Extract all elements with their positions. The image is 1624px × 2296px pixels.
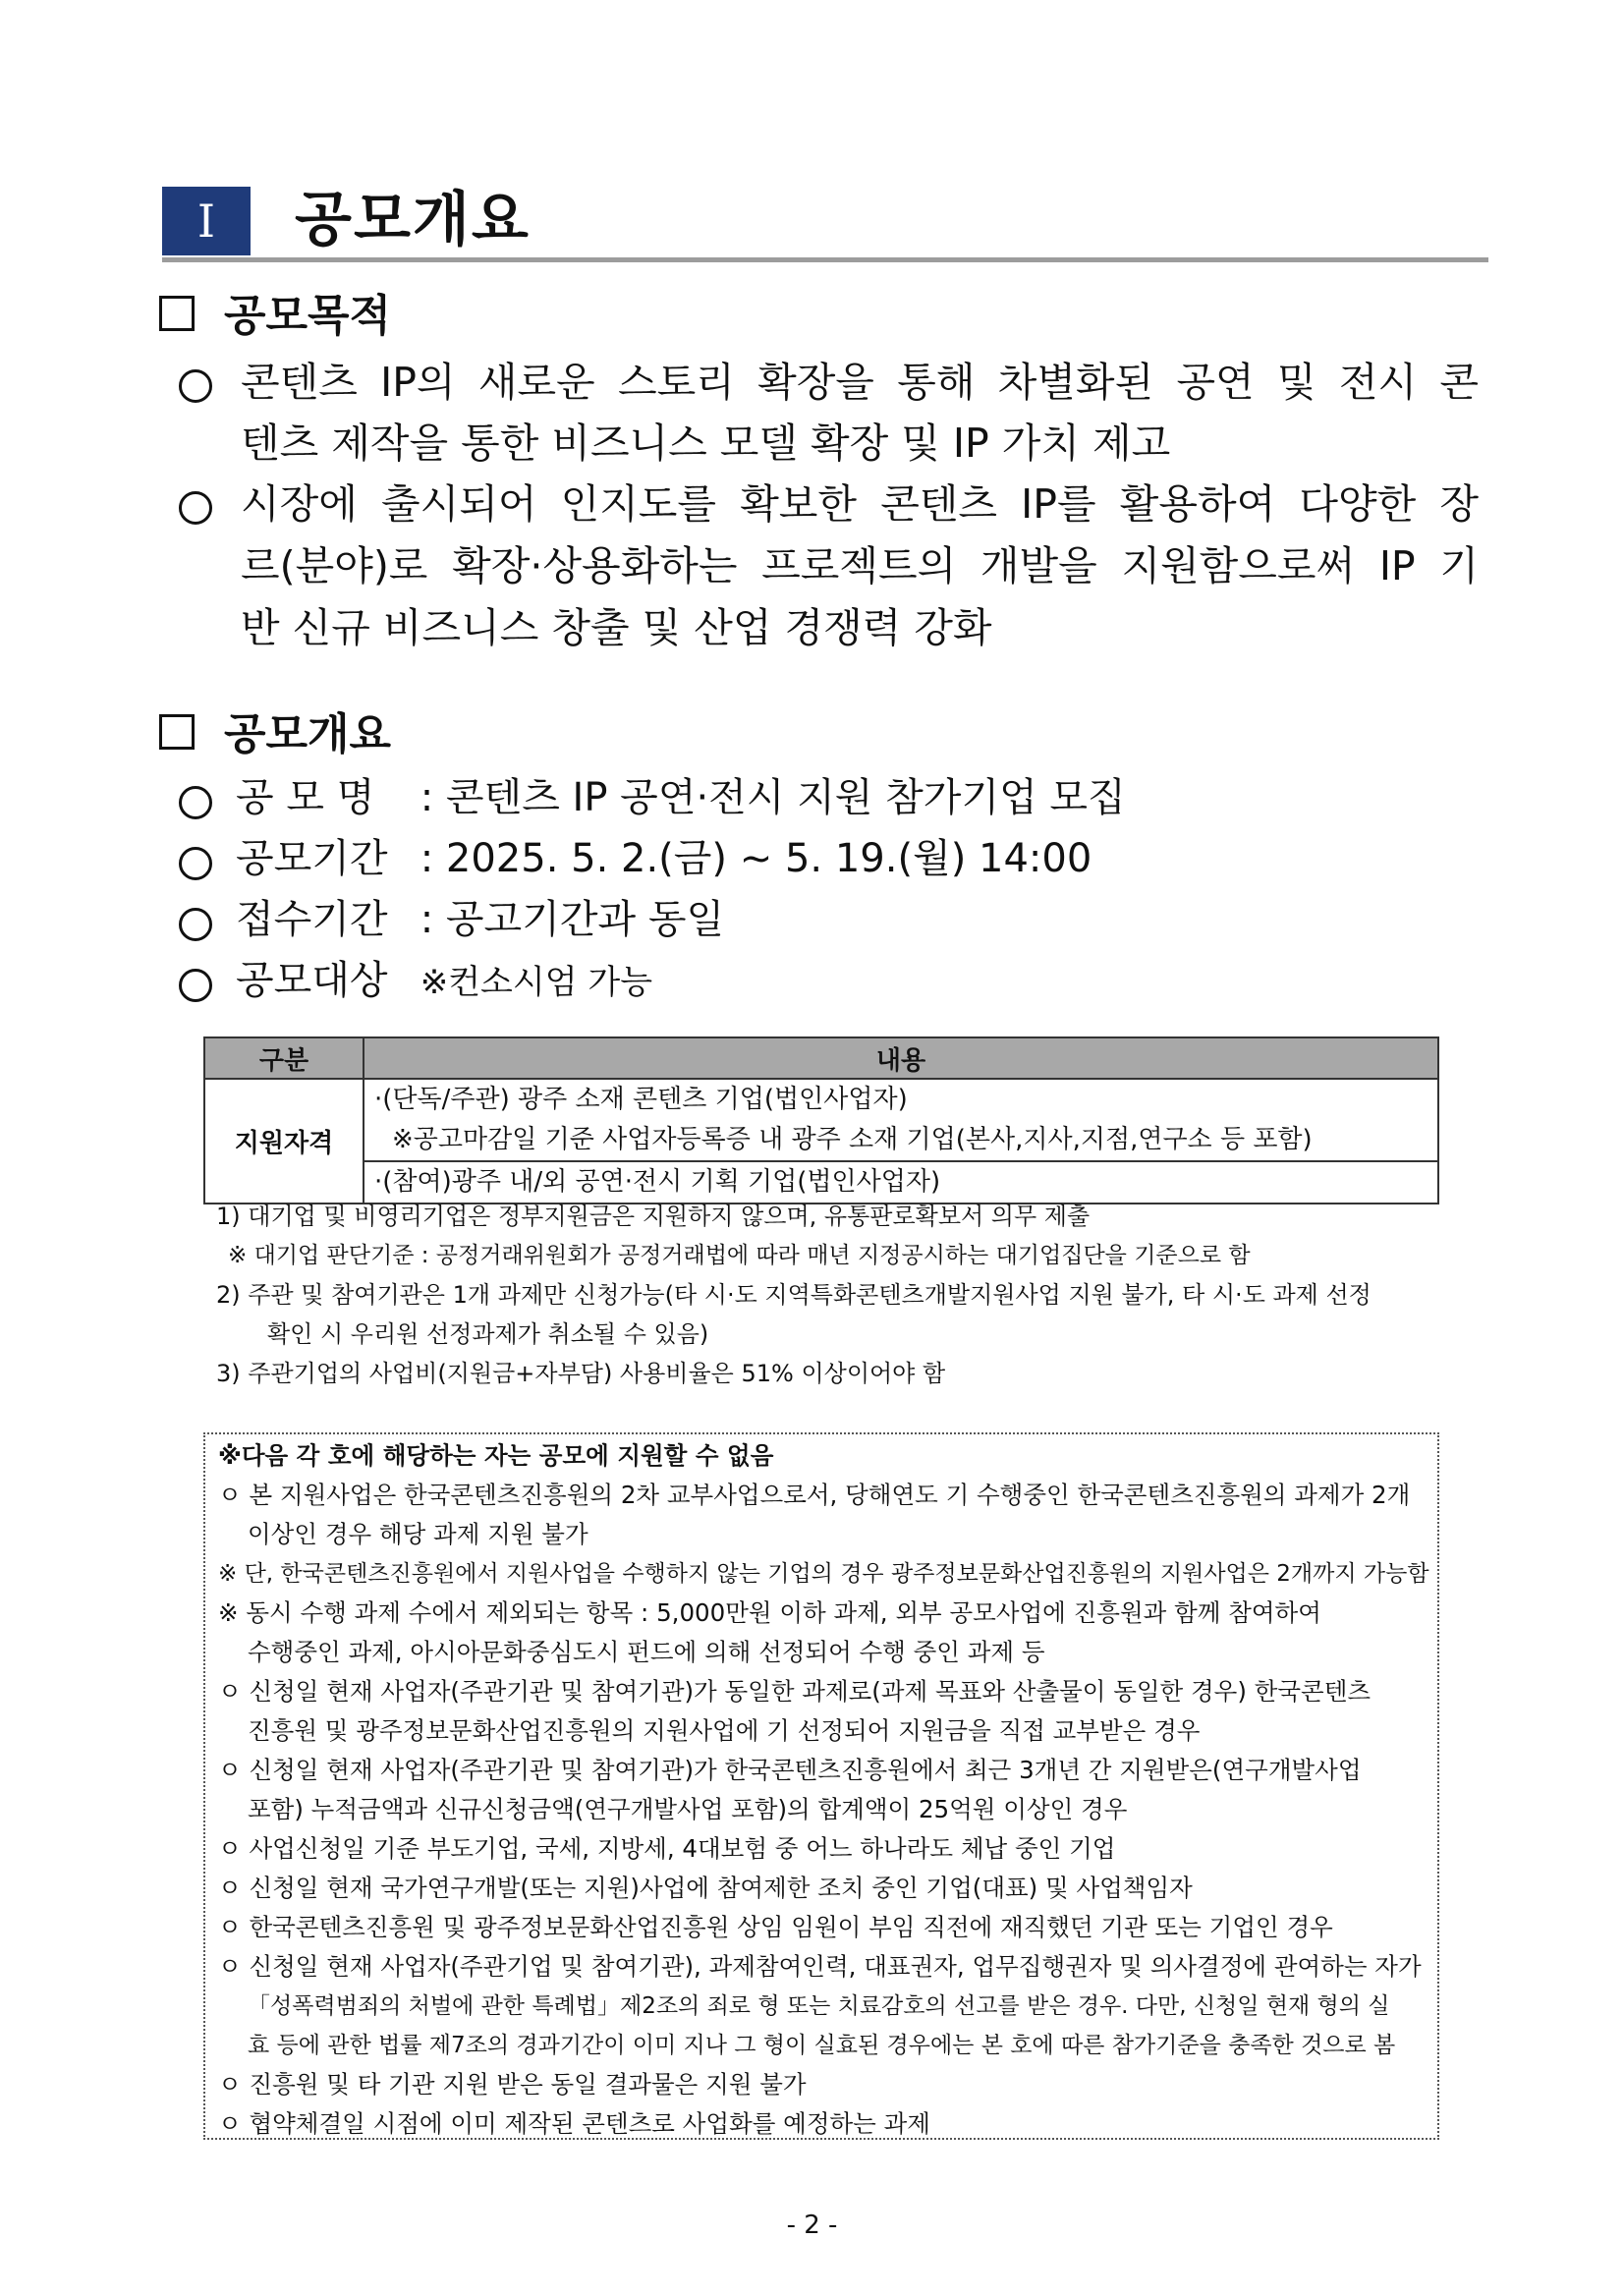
overview-item-period <box>236 831 1092 886</box>
chapter-number: Ⅰ <box>162 187 251 255</box>
square-bullet-icon <box>159 296 195 331</box>
table-header-category: 구분 <box>204 1037 364 1079</box>
overview-item-receipt <box>236 892 724 947</box>
note-line: 1) 대기업 및 비영리기업은 정부지원금은 지원하지 않으며, 유통판로확보서 의무 제출 <box>216 1203 1091 1230</box>
overview-item-name <box>236 770 1126 825</box>
item-note: ※컨소시엄 가능 <box>420 963 653 1002</box>
exclusion-line: 수행중인 과제, 아시아문화중심도시 펀드에 의해 선정되어 수행 중인 과제 등 <box>248 1638 1045 1666</box>
exclusion-line: ㅇ 본 지원사업은 한국콘텐츠진흥원의 2차 교부사업으로서, 당해연도 기 수행중인 한국콘텐츠진흥원의 과제가 2개 <box>218 1481 1411 1509</box>
table-header-content: 내용 <box>364 1037 1438 1079</box>
table-cell: ·(참여)광주 내/외 공연·전시 기획 기업(법인사업자) <box>364 1161 1438 1204</box>
section-title: 공모개요 <box>224 709 392 759</box>
exclusion-line: 이상인 경우 해당 과제 지원 불가 <box>248 1520 588 1548</box>
exclusion-line: ㅇ 신청일 현재 사업자(주관기관 및 참여기관)가 한국콘텐츠진흥원에서 최근 3개년 간 지원받은(연구개발사업 <box>218 1756 1362 1784</box>
text-line: 텐츠 제작을 통한 비즈니스 모델 확장 및 IP 가치 제고 <box>241 420 1171 467</box>
eligibility-table <box>203 1036 1439 1204</box>
circle-bullet-icon <box>179 969 212 1002</box>
note-line: ※ 대기업 판단기준 : 공정거래위원회가 공정거래법에 따라 매년 지정공시하는 대기업집단을 기준으로 함 <box>228 1243 1251 1268</box>
section-heading-purpose <box>159 289 391 344</box>
exclusion-line: ㅇ 신청일 현재 사업자(주관기관 및 참여기관)가 동일한 과제로(과제 목표와 산출물이 동일한 경우) 한국콘텐츠 <box>218 1677 1372 1706</box>
purpose-bullet-1 <box>241 352 1479 413</box>
note-line: 확인 시 우리원 선정과제가 취소될 수 있음) <box>267 1320 709 1348</box>
circle-bullet-icon <box>179 786 212 819</box>
exclusion-line: 포함) 누적금액과 신규신청금액(연구개발사업 포함)의 합계액이 25억원 이상인 경우 <box>248 1795 1128 1823</box>
exclusion-line: ※ 동시 수행 과제 수에서 제외되는 항목 : 5,000만원 이하 과제, 외부 공모사업에 진흥원과 함께 참여하여 <box>218 1598 1321 1627</box>
item-label: 공모기간 <box>236 836 388 881</box>
item-value: : 공고기간과 동일 <box>420 897 725 942</box>
exclusion-line: 진흥원 및 광주정보문화산업진흥원의 지원사업에 기 선정되어 지원금을 직접 교부받은 경우 <box>248 1716 1201 1745</box>
circle-bullet-icon <box>179 369 212 403</box>
item-value: : 콘텐츠 IP 공연·전시 지원 참가기업 모집 <box>420 775 1126 820</box>
exclusion-line: 효 등에 관한 법률 제7조의 경과기간이 이미 지나 그 형이 실효된 경우에는 본 호에 따른 참가기준을 충족한 것으로 봄 <box>248 2033 1396 2058</box>
table-header-row <box>204 1037 1438 1079</box>
page-number: - 2 - <box>786 2211 838 2240</box>
chapter-title: 공모개요 <box>295 186 531 254</box>
overview-item-target <box>236 953 652 1010</box>
circle-bullet-icon <box>179 847 212 880</box>
cell-line: ※공고마감일 기준 사업자등록증 내 광주 소재 기업(본사,지사,지점,연구소 등 포함) <box>392 1125 1313 1154</box>
square-bullet-icon <box>159 714 195 750</box>
chapter-divider <box>162 257 1488 262</box>
text-line: 르(분야)로 확장·상용화하는 프로젝트의 개발을 지원함으로써 IP 기 <box>241 542 1479 589</box>
exclusion-line: ㅇ 사업신청일 기준 부도기업, 국세, 지방세, 4대보험 중 어느 하나라도 체납 중인 기업 <box>218 1834 1116 1863</box>
purpose-bullet-1-cont <box>241 413 1479 474</box>
text-line: 시장에 출시되어 인지도를 확보한 콘텐츠 IP를 활용하여 다양한 장 <box>241 480 1479 528</box>
table-row-label: 지원자격 <box>204 1079 364 1204</box>
circle-bullet-icon <box>179 908 212 941</box>
exclusion-line: ㅇ 협약체결일 시점에 이미 제작된 콘텐츠로 사업화를 예정하는 과제 <box>218 2109 930 2138</box>
note-line: 3) 주관기업의 사업비(지원금+자부담) 사용비율은 51% 이상이어야 함 <box>216 1360 946 1387</box>
text-line: 콘텐츠 IP의 새로운 스토리 확장을 통해 차별화된 공연 및 전시 콘 <box>241 359 1479 406</box>
exclusion-line: ㅇ 신청일 현재 국가연구개발(또는 지원)사업에 참여제한 조치 중인 기업(대표) 및 사업책임자 <box>218 1874 1193 1902</box>
circle-bullet-icon <box>179 491 212 525</box>
exclusion-line: ㅇ 신청일 현재 사업자(주관기업 및 참여기관), 과제참여인력, 대표권자, 업무집행권자 및 의사결정에 관여하는 자가 <box>218 1952 1422 1981</box>
exclusion-line: ※ 단, 한국콘텐츠진흥원에서 지원사업을 수행하지 않는 기업의 경우 광주정보문화산업진흥원의 지원사업은 2개까지 가능함 <box>218 1561 1429 1587</box>
purpose-bullet-2 <box>241 474 1479 534</box>
item-label: 접수기간 <box>236 897 388 942</box>
section-heading-overview <box>159 707 391 762</box>
text-line: 반 신규 비즈니스 창출 및 산업 경쟁력 강화 <box>241 604 992 651</box>
cell-line: ·(단독/주관) 광주 소재 콘텐츠 기업(법인사업자) <box>374 1085 908 1114</box>
purpose-bullet-2-cont2 <box>241 597 1479 658</box>
section-title: 공모목적 <box>224 291 392 341</box>
note-line: 2) 주관 및 참여기관은 1개 과제만 신청가능(타 시·도 지역특화콘텐츠개발지원사업 지원 불가, 타 시·도 과제 선정 <box>216 1281 1372 1309</box>
exclusion-line: 「성폭력범죄의 처벌에 관한 특례법」제2조의 죄로 형 또는 치료감호의 선고를 받은 경우. 다만, 신청일 현재 형의 실 <box>248 1993 1390 2019</box>
exclusion-line: ㅇ 한국콘텐츠진흥원 및 광주정보문화산업진흥원 상임 임원이 부임 직전에 재직했던 기관 또는 기업인 경우 <box>218 1913 1333 1941</box>
table-cell <box>364 1079 1438 1161</box>
purpose-bullet-2-cont <box>241 535 1479 596</box>
item-value: : 2025. 5. 2.(금) ~ 5. 19.(월) 14:00 <box>420 836 1092 881</box>
table-row <box>204 1079 1438 1161</box>
item-label: 공모대상 <box>236 958 388 1003</box>
exclusion-title: ※다음 각 호에 해당하는 자는 공모에 지원할 수 없음 <box>218 1441 774 1470</box>
item-label: 공 모 명 <box>236 775 375 820</box>
exclusion-line: ㅇ 진흥원 및 타 기관 지원 받은 동일 결과물은 지원 불가 <box>218 2070 807 2099</box>
